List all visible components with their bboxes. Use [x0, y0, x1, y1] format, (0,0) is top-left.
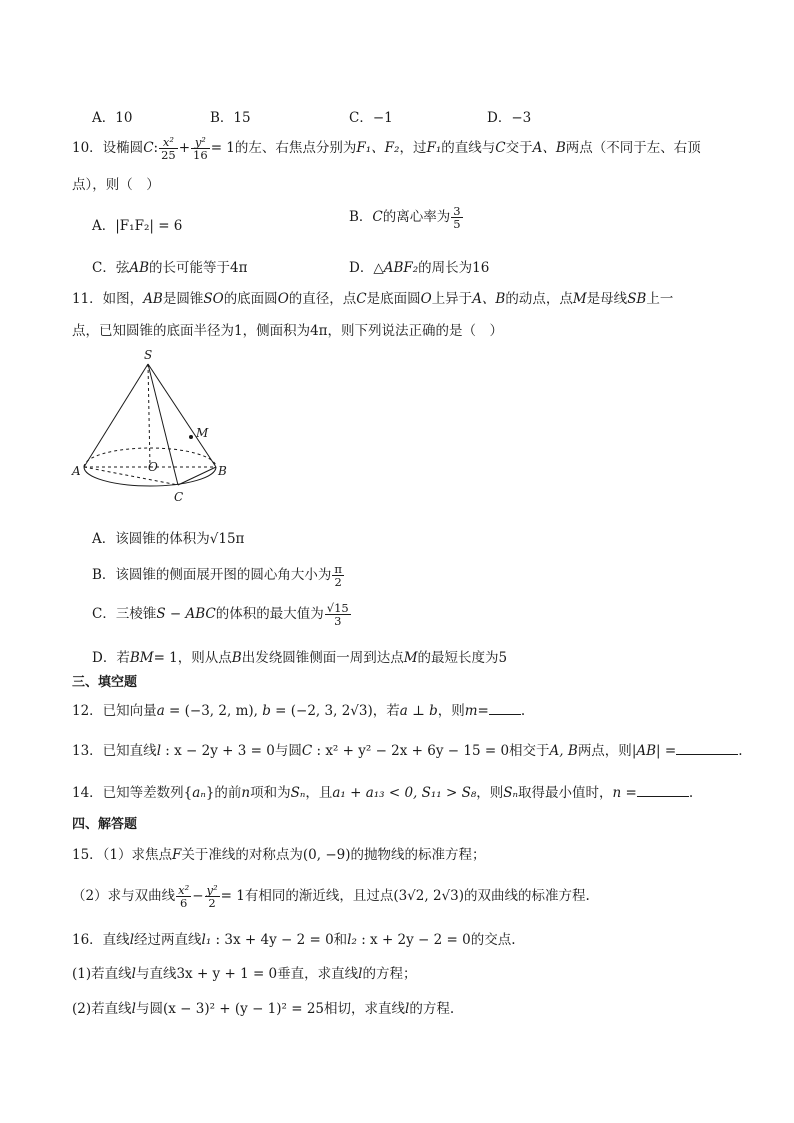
- q9-option-b: B．15: [210, 110, 251, 126]
- q10-option-c: C．弦AB的长可能等于4π: [92, 260, 248, 276]
- q10-option-b: B．C的离心率为 $\frac{3}{5}$: [349, 204, 461, 232]
- cone-height-so: [148, 364, 150, 467]
- cone-chord-bc: [178, 467, 216, 485]
- q10-option-a: A．|F₁F₂| = 6: [92, 218, 183, 234]
- q11-option-d: D．若BM= 1，则从点B出发绕圆锥侧面一周到达点M的最短长度为5: [92, 650, 508, 666]
- label-b: B: [218, 464, 227, 478]
- q12-answer-blank[interactable]: [489, 714, 521, 715]
- q11-stem-line1: 11．如图，AB是圆锥SO的底面圆O的直径，点C是底面圆O上异于A、B的动点，点M是母线SB上一: [72, 291, 674, 307]
- section-3-heading: 三、填空题: [72, 675, 138, 690]
- q13-answer-blank[interactable]: [676, 754, 738, 755]
- q9-option-d: D．−3: [487, 110, 532, 126]
- q10-fraction-y: $\frac{\text{y²}}{16}$: [193, 135, 208, 163]
- q11-option-a: A．该圆锥的体积为√15π: [92, 531, 245, 547]
- q11-option-b: B．该圆锥的侧面展开图的圆心角大小为 $\frac{\pi}{2}$: [92, 562, 342, 590]
- cone-chord-ac: [84, 467, 178, 485]
- q13-stem: 13．已知直线l : x − 2y + 3 = 0与圆C : x² + y² − 2x + 6y − 15 = 0相交于A, B两点，则|AB| = .: [72, 743, 743, 759]
- q9-option-a: A．10: [92, 110, 133, 126]
- q15-part1: 15．（1）求焦点F关于准线的对称点为(0, −9)的抛物线的标准方程；: [72, 847, 486, 863]
- label-c: C: [174, 490, 184, 504]
- label-o: O: [148, 460, 158, 474]
- q11-option-c: C．三棱锥S − ABC的体积的最大值为 $\frac{√15}{3}$: [92, 601, 349, 629]
- q16-part1: (1)若直线l与直线3x + y + 1 = 0垂直，求直线l的方程；: [72, 966, 417, 982]
- section-4-heading: 四、解答题: [72, 817, 138, 832]
- cone-figure: [70, 345, 230, 505]
- q10-stem-line2: 点），则（ ）: [72, 177, 160, 193]
- q10-option-d: D．△ABF₂的周长为16: [349, 260, 490, 276]
- label-a: A: [72, 464, 81, 478]
- q14-stem: 14．已知等差数列{aₙ}的前n项和为Sₙ，且a₁ + a₁₃ < 0, S₁₁ > S₈，则Sₙ取得最小值时，n = .: [72, 785, 694, 801]
- cone-edge-sb: [148, 364, 216, 467]
- q15-part2: （2）求与双曲线 $\frac{\text{x²}}{6}$ − $\frac{\text{y²}}{2}$ = 1有相同的渐近线，且过点(3√2, 2√3)的双曲线的标准方程.: [72, 883, 590, 911]
- q16-stem: 16．直线l经过两直线l₁ : 3x + 4y − 2 = 0和l₂ : x + 2y − 2 = 0的交点.: [72, 932, 516, 948]
- q9-option-c: C．−1: [349, 110, 393, 126]
- label-s: S: [144, 348, 153, 362]
- q11-stem-line2: 点，已知圆锥的底面半径为1，侧面积为4π，则下列说法正确的是（ ）: [72, 323, 504, 339]
- cone-edge-sa: [84, 364, 148, 467]
- q12-stem: 12．已知向量a = (−3, 2, m), b = (−2, 3, 2√3)，若a ⊥ b，则m= .: [72, 703, 526, 719]
- label-m: M: [196, 426, 209, 440]
- q10-fraction-x: $\frac{\text{x²}}{25}$: [161, 135, 176, 163]
- point-m-dot: [189, 435, 193, 439]
- q16-part2: (2)若直线l与圆(x − 3)² + (y − 1)² = 25相切，求直线l的方程.: [72, 1001, 455, 1017]
- q10-stem-line1: 10．设椭圆C: $\frac{\text{x²}}{25}$ + $\frac{\text{y²}}{16}$ = 1的左、右焦点分别为F₁、F₂，过F₁的直线与C交于A、B两点（不同于左、右顶: [72, 135, 701, 163]
- q14-answer-blank[interactable]: [637, 796, 689, 797]
